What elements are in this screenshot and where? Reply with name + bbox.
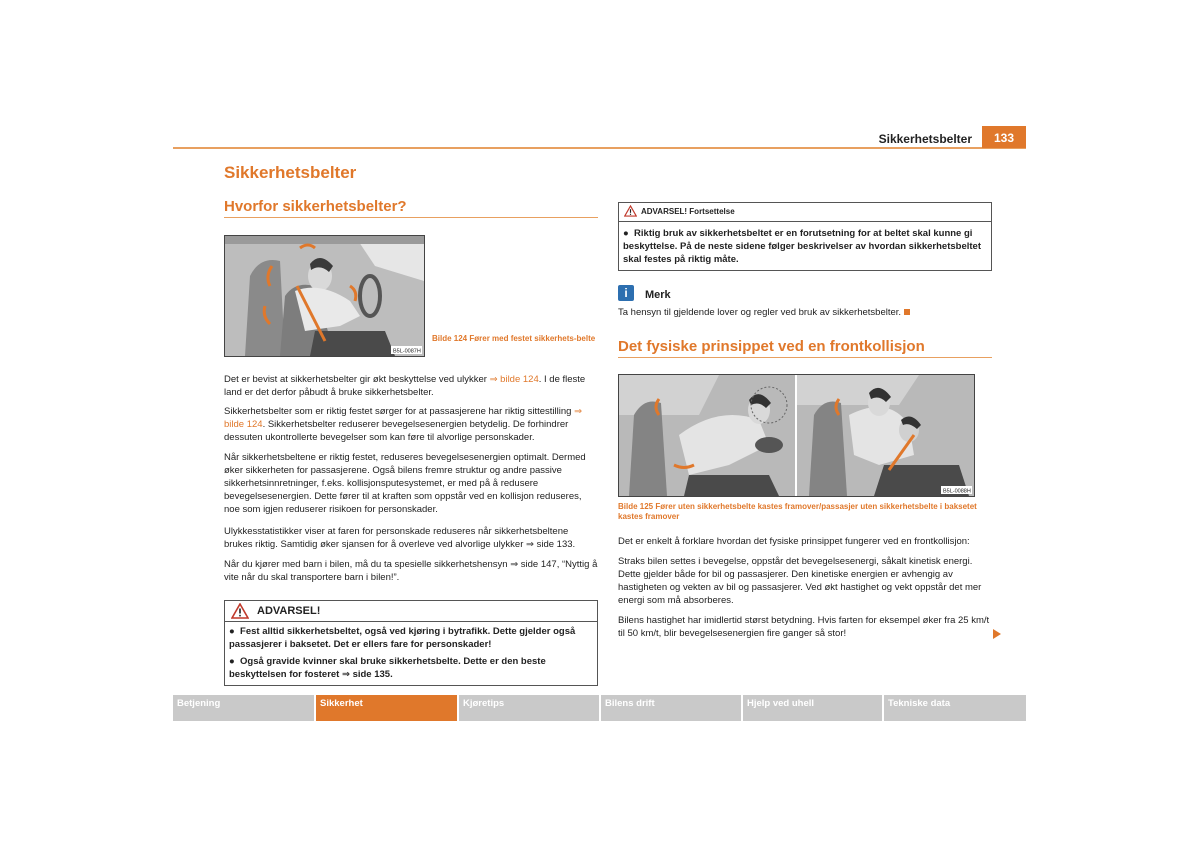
paragraph-8: Bilens hastighet har imidlertid størst betydning. Hvis farten for eksempel øker fra 25 km/t til 50 km/t, blir bevegelsesenergien fire ganger så stor! — [618, 615, 990, 639]
end-of-section-square-icon — [904, 309, 910, 315]
section-heading-physics: Det fysiske prinsippet ved en frontkollisjon — [618, 338, 925, 355]
driver-illustration — [225, 236, 424, 356]
continue-arrow-icon — [993, 629, 1001, 639]
warning-continuation-title: ADVARSEL! Fortsettelse — [641, 207, 735, 216]
paragraph-3: Når sikkerhetsbeltene er riktig festet, reduseres bevegelsesenergien optimalt. Dermed øker sikkerheten for passasjerene. Også bilens fremre struktur og andre passive sikkerhetsinnretninger, f.eks. kollisjonsputesystemet, er med på å redusere bevegelsesenergien. Dette fører til at kraften som oppstår ved en kollisjon reduseres, noe som igjen reduserer risikoen for personskader. — [224, 452, 586, 515]
warning-item-text: Også gravide kvinner skal bruke sikkerhetsbelte. Dette er den beste beskyttelsen for fosteret ⇒ side 135. — [229, 656, 546, 680]
warning-title: ADVARSEL! — [257, 605, 321, 617]
warning-continuation-box — [618, 202, 992, 271]
nav-tab-betjening[interactable]: Betjening — [173, 695, 314, 721]
nav-tab-bilens-drift[interactable]: Bilens drift — [601, 695, 741, 721]
figure-125-caption: Bilde 125 Fører uten sikkerhetsbelte kastes framover/passasjer uten sikkerhetsbelte i baksetet kastes framover — [618, 502, 977, 521]
paragraph-5: Når du kjører med barn i bilen, må du ta spesielle sikkerhetshensyn ⇒ side 147, “Nyttig å vite når du skal transportere barn i bilen!”. — [224, 559, 598, 583]
paragraph-2 — [224, 405, 598, 444]
section-heading-why-seatbelts: Hvorfor sikkerhetsbelter? — [224, 198, 407, 215]
warning-item: ● Fest alltid sikkerhetsbeltet, også ved kjøring i bytrafikk. Dette gjelder også passasjerer i baksetet. Det er ellers fare for personskader! — [229, 626, 576, 650]
paragraph-1-text-b: . I de fleste land er det derfor påbudt å bruke sikkerhetsbelter. — [224, 374, 586, 398]
warning-item: ● Også gravide kvinner skal bruke sikkerhetsbelte. Dette er den beste beskyttelsen for fosteret ⇒ side 135. — [229, 656, 546, 680]
running-header-title: Sikkerhetsbelter — [878, 132, 972, 146]
note-text-content: Ta hensyn til gjeldende lover og regler ved bruk av sikkerhetsbelter. — [618, 307, 902, 318]
paragraph-7: Straks bilen settes i bevegelse, oppstår det bevegelsesenergi, såkalt kinetisk energi. Dette gjelder både for bil og passasjerer. Den kinetiske energien er avhengig av hastigheten og vekten av bil og passasjerer. Ved økt hastighet og vekt oppstår det mer energi som må absorberes. — [618, 556, 982, 606]
info-icon: i — [618, 285, 634, 301]
paragraph-6: Det er enkelt å forklare hvordan det fysiske prinsippet fungerer ved en frontkollisjon: — [618, 536, 970, 547]
nav-tab-hjelp-ved-uhell[interactable]: Hjelp ved uhell — [743, 695, 882, 721]
warning-item-text: Fest alltid sikkerhetsbeltet, også ved kjøring i bytrafikk. Dette gjelder også passasjerer i baksetet. Det er ellers fare for personskader! — [229, 626, 576, 650]
main-heading: Sikkerhetsbelter — [224, 163, 357, 182]
warning-triangle-icon — [231, 603, 249, 619]
header-rule — [173, 147, 1026, 149]
warning-header — [225, 601, 597, 622]
warning-box — [224, 600, 598, 686]
chapter-nav — [173, 695, 1026, 721]
note-text — [618, 306, 992, 319]
figure-124-driver-with-belt — [224, 235, 425, 357]
warning-item: ● Riktig bruk av sikkerhetsbeltet er en forutsetning for at beltet skal kunne gi beskyttelse. På de neste sidene følger beskrivelser av hvordan sikkerhetsbeltet skal festes på riktig måte. — [623, 228, 981, 265]
figure-125-code: B5L-0088H — [943, 488, 971, 495]
paragraph-2-text-b: . Sikkerhetsbelter reduserer bevegelsesenergien betydelig. De forhindrer dessuten ukontrollerte bevegelser som kan føre til alvorlige personskader. — [224, 419, 569, 443]
page-number: 133 — [982, 126, 1026, 148]
note-title: Merk — [645, 289, 671, 301]
paragraph-1 — [224, 373, 598, 399]
warning-triangle-icon — [624, 205, 637, 217]
collision-illustration — [619, 375, 974, 496]
paragraph-4: Ulykkesstatistikker viser at faren for personskade reduseres når sikkerhetsbeltene brukes riktig. Samtidig øker sjansen for å overleve ved alvorlige ulykker ⇒ side 133. — [224, 526, 576, 550]
link-figure-124[interactable]: ⇒ bilde 124 — [489, 374, 539, 385]
warning-continuation-header — [619, 203, 991, 222]
nav-tab-kjoretips[interactable]: Kjøretips — [459, 695, 599, 721]
warning-item-text: Riktig bruk av sikkerhetsbeltet er en forutsetning for at beltet skal kunne gi beskyttelse. På de neste sidene følger beskrivelser av hvordan sikkerhetsbeltet skal festes på riktig måte. — [623, 228, 981, 265]
paragraph-1-text-a: Det er bevist at sikkerhetsbelter gir økt beskyttelse ved ulykker — [224, 374, 490, 385]
figure-124-code: B5L-0087H — [393, 348, 421, 355]
section-heading-rule — [224, 217, 598, 218]
nav-tab-tekniske-data[interactable]: Tekniske data — [884, 695, 1026, 721]
figure-125-collision — [618, 374, 975, 497]
link-figure-124[interactable]: ⇒ bilde 124 — [224, 406, 583, 430]
figure-124-caption: Bilde 124 Fører med festet sikkerhets-belte — [432, 334, 596, 343]
section-heading-rule — [618, 357, 992, 358]
nav-tab-sikkerhet[interactable]: Sikkerhet — [316, 695, 457, 721]
paragraph-2-text-a: Sikkerhetsbelter som er riktig festet sørger for at passasjerene har riktig sittestilling — [224, 406, 575, 417]
